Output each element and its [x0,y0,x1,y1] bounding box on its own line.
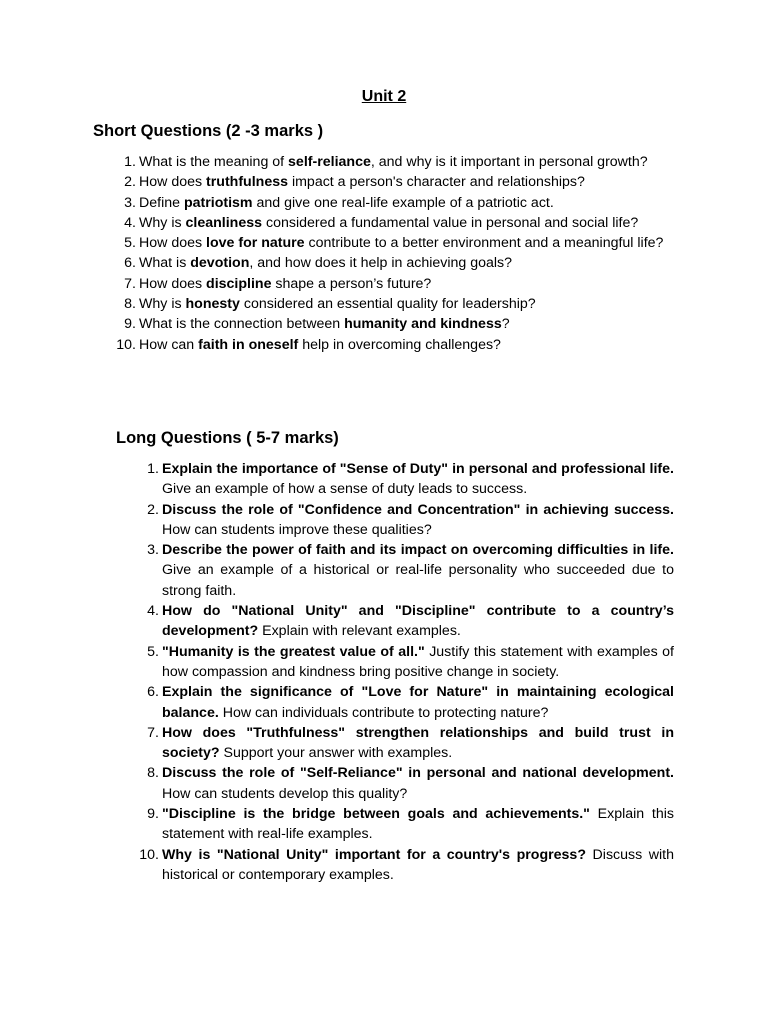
question-emphasis-text: How does "Truthfulness" strengthen relationships and build trust in society? [162,724,674,762]
question-text: Explain this statement with real-life examples. [162,806,675,843]
long-question-item [139,845,675,886]
question-emphasis-text: patriotism [183,194,253,211]
question-text: Justify this statement with examples of how compassion and kindness bring positive change in society. [162,643,674,680]
question-number: 5. [147,643,159,660]
unit-title: Unit 2 [361,88,407,105]
question-text: What is [139,255,191,272]
question-text: , and how does it help in achieving goals? [249,255,513,272]
question-text: How does [139,275,207,292]
long-question-item [147,540,674,601]
question-text: considered a fundamental value in personal and social life? [262,214,639,231]
question-text: How does [139,235,207,252]
question-number: 1. [147,461,159,477]
question-number: 7. [124,275,136,292]
question-number: 3. [147,542,159,559]
long-question-item [147,682,674,723]
question-emphasis-text: Explain the importance of "Sense of Duty" in personal and professional life. [162,461,674,477]
question-text: impact a person's character and relationships? [288,174,585,191]
question-text: How can [139,336,199,353]
question-emphasis-text: Discuss the role of "Self-Reliance" in personal and national development. [162,765,674,782]
question-number: 5. [124,235,136,252]
question-emphasis-text: cleanliness [185,214,263,231]
question-number: 2. [124,174,136,191]
question-text: Support your answer with examples. [219,745,453,762]
long-questions-heading: Long Questions ( 5-7 marks) [116,429,339,447]
short-question-item [124,193,673,213]
question-text: and give one real-life example of a patriotic act. [252,194,554,211]
question-text: contribute to a better environment and a meaningful life? [304,235,664,252]
short-question-item [116,335,673,355]
long-question-item [147,500,674,541]
question-emphasis-text: truthfulness [206,174,289,191]
question-text: Explain with relevant examples. [258,623,461,640]
question-emphasis-text: humanity and kindness [344,316,502,333]
short-question-item [124,213,673,233]
long-question-item [147,723,674,764]
short-question-item [124,253,673,273]
short-question-item [124,233,673,253]
question-number: 10. [116,336,136,353]
question-text: What is the connection between [139,316,345,333]
question-emphasis-text: Discuss the role of "Confidence and Concentration" in achieving success. [162,501,674,518]
question-emphasis-text: devotion [190,255,250,272]
question-number: 9. [147,806,159,823]
question-number: 2. [147,501,159,518]
question-text: How can students develop this quality? [162,785,408,802]
question-number: 1. [124,154,136,170]
long-question-item [147,804,675,845]
question-number: 8. [147,765,159,782]
question-text: Why is [139,296,186,313]
question-text: considered an essential quality for leadership? [239,296,536,313]
question-emphasis-text: self-reliance [288,154,371,170]
question-text: Define [139,194,184,211]
question-number: 10. [139,846,159,863]
long-question-item [147,763,674,804]
long-question-item [147,459,674,500]
question-emphasis-text: honesty [185,296,240,313]
question-text: Give an example of a historical or real-life personality who succeeded due to strong faith. [162,562,674,599]
long-question-item [147,642,674,683]
question-emphasis-text: Explain the significance of "Love for Nature" in maintaining ecological balance. [162,684,674,721]
short-question-item [124,274,673,294]
question-text: Discuss with historical or contemporary examples. [162,846,675,883]
question-number: 4. [147,603,159,620]
question-number: 6. [147,684,159,701]
question-number: 8. [124,296,136,313]
question-text: ? [501,316,510,333]
question-text: How can students improve these qualities? [162,521,432,538]
question-emphasis-text: Describe the power of faith and its impact on overcoming difficulties in life. [162,542,674,559]
short-questions-heading: Short Questions (2 -3 marks ) [93,122,324,140]
question-text: How can individuals contribute to protecting nature? [218,704,549,721]
question-emphasis-text: Why is "National Unity" important for a country's progress? [162,846,586,863]
question-number: 3. [124,194,136,211]
question-emphasis-text: "Humanity is the greatest value of all." [162,643,425,660]
question-emphasis-text: faith in oneself [198,336,299,353]
question-text: How does [139,174,207,191]
short-question-item [124,152,673,172]
question-emphasis-text: How do "National Unity" and "Discipline" contribute to a country’s development? [162,603,674,640]
short-question-item [124,172,673,192]
short-questions-list [116,152,673,355]
question-text: Give an example of how a sense of duty leads to success. [162,481,528,498]
question-number: 9. [124,316,136,333]
short-question-item [124,314,673,334]
long-question-item [147,601,674,642]
question-text: Why is [139,214,186,231]
question-emphasis-text: "Discipline is the bridge between goals and achievements." [162,806,590,823]
question-text: , and why is it important in personal growth? [370,154,648,170]
question-number: 4. [124,214,136,231]
question-number: 7. [147,724,159,741]
short-question-item [124,294,673,314]
question-text: What is the meaning of [139,154,289,170]
question-emphasis-text: love for nature [206,235,305,252]
question-emphasis-text: discipline [206,275,272,292]
question-text: shape a person’s future? [271,275,432,292]
long-questions-list [139,459,675,885]
question-number: 6. [124,255,136,272]
question-text: help in overcoming challenges? [298,336,501,353]
